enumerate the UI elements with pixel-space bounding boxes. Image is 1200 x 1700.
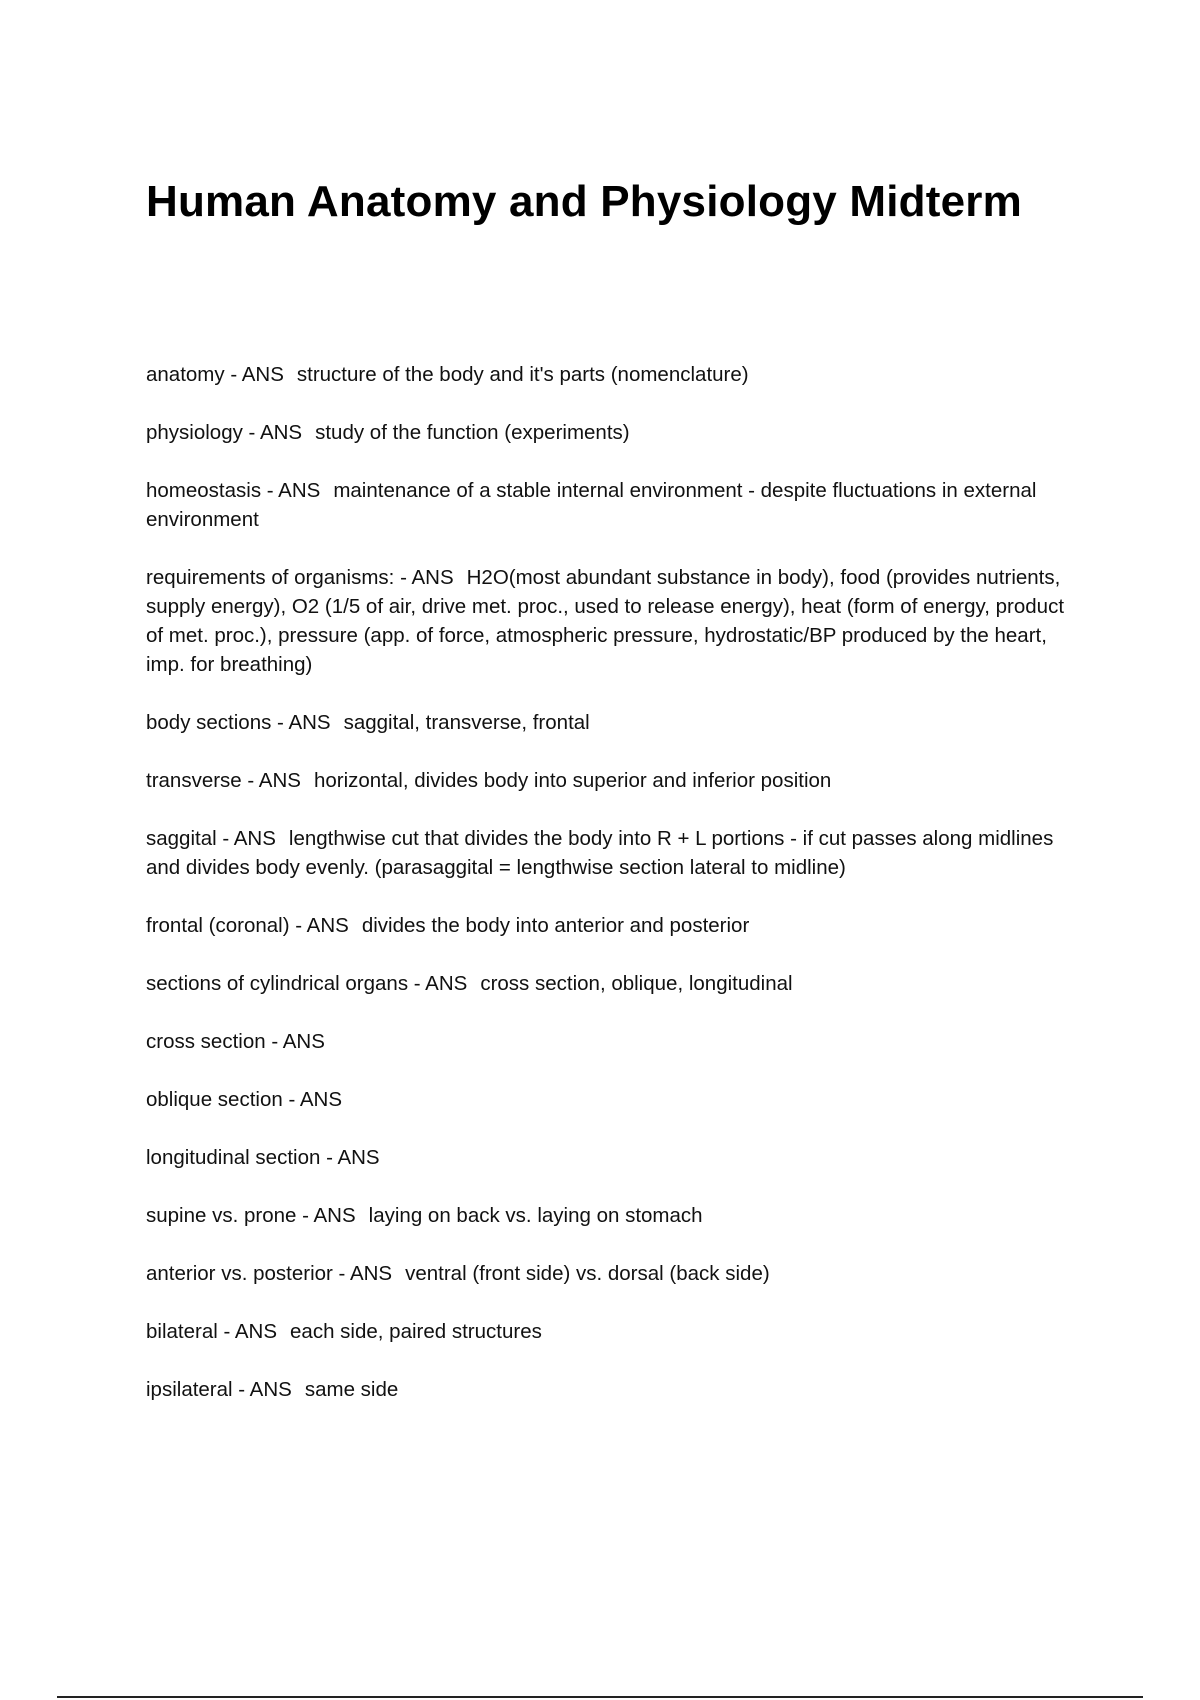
entry-definition: ventral (front side) vs. dorsal (back side) [405, 1262, 770, 1285]
entry-term: transverse - ANS [146, 769, 301, 792]
entry-term: saggital - ANS [146, 827, 276, 850]
list-item [146, 418, 1086, 447]
entry-definition: maintenance of a stable internal environment - despite fluctuations in external environment [146, 479, 1037, 531]
list-item [146, 563, 1086, 679]
entry-term: oblique section - ANS [146, 1088, 343, 1111]
list-item [146, 1085, 1086, 1114]
list-item [146, 708, 1086, 737]
list-item [146, 911, 1086, 940]
entry-term: homeostasis - ANS [146, 479, 321, 502]
entry-term: physiology - ANS [146, 421, 303, 444]
list-item [146, 1201, 1086, 1230]
list-item [146, 824, 1086, 882]
page-title: Human Anatomy and Physiology Midterm [146, 177, 1022, 226]
entry-definition: saggital, transverse, frontal [343, 711, 590, 734]
entry-definition: laying on back vs. laying on stomach [368, 1204, 703, 1227]
entry-term: cross section - ANS [146, 1030, 325, 1053]
entry-definition: lengthwise cut that divides the body into R + L portions - if cut passes along midlines and divides body evenly. (parasaggital = lengthwise section lateral to midline) [146, 827, 1054, 879]
entry-term: longitudinal section - ANS [146, 1146, 380, 1169]
entry-definition: divides the body into anterior and posterior [361, 914, 750, 937]
list-item [146, 969, 1086, 998]
list-item [146, 476, 1086, 534]
entry-definition: horizontal, divides body into superior and inferior position [313, 769, 832, 792]
entry-definition: cross section, oblique, longitudinal [480, 972, 793, 995]
entry-definition: study of the function (experiments) [315, 421, 630, 444]
entry-term: requirements of organisms: - ANS [146, 566, 454, 589]
entry-term: bilateral - ANS [146, 1320, 278, 1343]
list-item [146, 1027, 1086, 1056]
entry-term: sections of cylindrical organs - ANS [146, 972, 468, 995]
list-item [146, 1259, 1086, 1288]
entry-term: anterior vs. posterior - ANS [146, 1262, 393, 1285]
entry-definition: same side [304, 1378, 399, 1401]
entry-term: ipsilateral - ANS [146, 1378, 292, 1401]
list-item [146, 360, 1086, 389]
list-item [146, 766, 1086, 795]
list-item [146, 1143, 1086, 1172]
entry-term: frontal (coronal) - ANS [146, 914, 349, 937]
entry-term: supine vs. prone - ANS [146, 1204, 356, 1227]
entry-definition: structure of the body and it's parts (nomenclature) [296, 363, 749, 386]
footer-divider [57, 1696, 1143, 1698]
entry-term: anatomy - ANS [146, 363, 284, 386]
entry-definition: each side, paired structures [290, 1320, 542, 1343]
list-item [146, 1375, 1086, 1404]
list-item [146, 1317, 1086, 1346]
entry-list [146, 360, 1086, 1433]
entry-term: body sections - ANS [146, 711, 331, 734]
entry-definition: H2O(most abundant substance in body), food (provides nutrients, supply energy), O2 (1/5 of air, drive met. proc., used to release energy), heat (form of energy, product of met. proc.), pressure (app. of force, atmospheric pressure, hydrostatic/BP produced by the heart, imp. for breathing) [146, 566, 1065, 676]
